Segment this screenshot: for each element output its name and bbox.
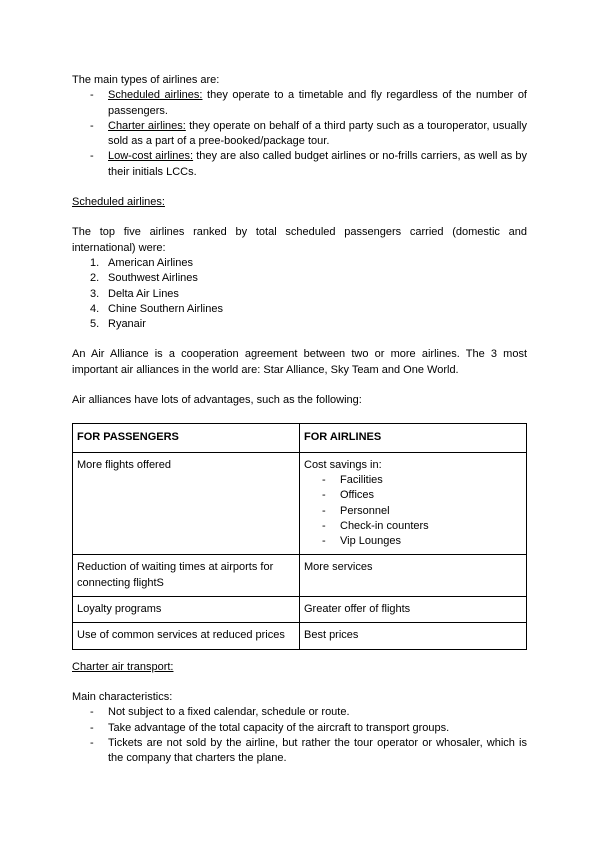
list-item: 2. Southwest Airlines [90, 272, 198, 285]
charter-heading: Charter air transport: [72, 660, 174, 673]
list-item: - Charter airlines: they operate on behalf of a third party such as a touroperator, usually sold as a part of a pree-booked/package tour. [90, 119, 528, 148]
advantages-intro: Air alliances have lots of advantages, such as the following: [72, 394, 362, 407]
intro-text: The main types of airlines are: [72, 74, 220, 86]
alliance-paragraph: An Air Alliance is a cooperation agreement between two or more airlines. The 3 most important air alliances in the world are: Star Alliance, Sky Team and One World. [72, 348, 527, 376]
list-item: - Take advantage of the total capacity of the aircraft to transport groups. [90, 721, 450, 734]
advantages-table [72, 423, 527, 649]
list-item: - Scheduled airlines: they operate to a timetable and fly regardless of the number of passengers. [90, 89, 527, 117]
table-header-cell: FOR AIRLINES [300, 424, 527, 452]
cost-savings-list [304, 473, 522, 549]
list-item: - Low-cost airlines: they are also called budget airlines or no-frills carriers, as well as by their initials LCCs. [90, 150, 527, 178]
table-row [73, 555, 527, 597]
document-page [72, 73, 527, 766]
table-cell: Best prices [300, 623, 527, 649]
table-row [73, 623, 527, 649]
table-cell: More flights offered [73, 452, 300, 555]
table-header-cell: FOR PASSENGERS [73, 424, 300, 452]
list-item: - Tickets are not sold by the airline, but rather the tour operator or whosaler, which is the company that charters the plane. [90, 736, 527, 765]
main-characteristics: Main characteristics: [72, 690, 173, 703]
list-item: 4. Chine Southern Airlines [90, 302, 223, 315]
table-cell: Loyalty programs [73, 597, 300, 623]
airline-types-list [72, 88, 527, 180]
list-item: - Not subject to a fixed calendar, schedule or route. [90, 706, 350, 719]
list-item: - Check-in counters [322, 519, 429, 532]
list-item: - Offices [322, 489, 375, 502]
table-cell: More services [300, 555, 527, 597]
table-cell [300, 452, 527, 555]
table-cell: Reduction of waiting times at airports for connecting flightS [73, 555, 300, 597]
table-header-row [73, 424, 527, 452]
table-row [73, 452, 527, 555]
top-five-intro: The top five airlines ranked by total scheduled passengers carried (domestic and international) were: [72, 226, 527, 254]
list-item: - Facilities [322, 473, 383, 486]
list-item: - Vip Lounges [322, 535, 401, 548]
table-cell: Greater offer of flights [300, 597, 527, 623]
list-item: 3. Delta Air Lines [90, 287, 179, 300]
table-row [73, 597, 527, 623]
scheduled-heading: Scheduled airlines: [72, 196, 165, 209]
cost-savings-title: Cost savings in: [304, 458, 382, 471]
list-item: 1. American Airlines [90, 256, 193, 269]
characteristics-list [72, 705, 527, 766]
list-item: 5. Ryanair [90, 318, 146, 331]
table-cell: Use of common services at reduced prices [73, 623, 300, 649]
list-item: - Personnel [322, 504, 390, 517]
top-five-list [72, 256, 527, 332]
